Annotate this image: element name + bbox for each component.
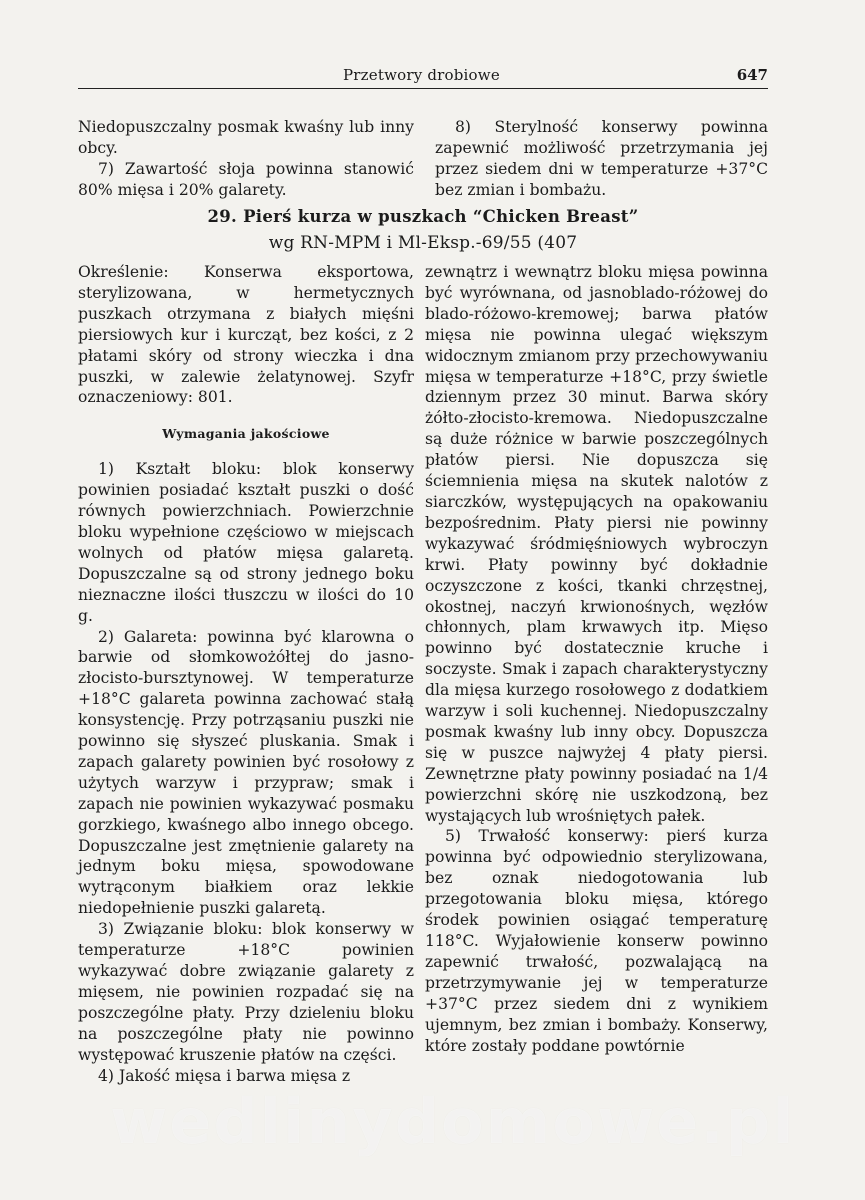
paragraph: 5) Trwałość konserwy: pierś kurza powinna być odpowiednio sterylizowana, bez oznak niedogotowania lub przegotowania bloku mięsa, którego środek powinien osiągać temperaturę 118°C. Wyjałowienie konserw powinno zapewnić trwałość, pozwalającą na przetrzymywanie jej w temperaturze +37°C przez siedem dni z wynikiem ujemnym, bez zmian i bombaży. Konserwy, które zostały poddane powtórnie bbox=[425, 827, 768, 1055]
paragraph: 4) Jakość mięsa i barwa mięsa z bbox=[98, 1066, 351, 1085]
paragraph: 2) Galareta: powinna być klarowna o barwie od słomkowożółtej do jasno-złocisto-bursztynowej. W temperaturze +18°C galareta powinna zachować stałą konsystencję. Przy potrząsaniu puszki nie powinno się słyszeć pluskania. Smak i zapach galarety powinien być rosołowy z użytych warzyw i przypraw; smak i zapach nie powinien wykazywać posmaku gorzkiego, kwaśnego albo innego obcego. Dopuszczalne jest zmętnienie galarety na jednym boku mięsa, spowodowane wytrąconym białkiem oraz lekkie niedopełnienie puszki galaretą. bbox=[78, 627, 414, 918]
top-right-column bbox=[435, 117, 768, 201]
left-column bbox=[78, 262, 414, 1086]
page-number: 647 bbox=[736, 66, 768, 84]
paragraph: 7) Zawartość słoja powinna stanowić 80% mięsa i 20% galarety. bbox=[78, 159, 414, 199]
paragraph: 1) Kształt bloku: blok konserwy powinien posiadać kształt puszki o dość równych powierzchniach. Powierzchnie bloku wypełnione częściowo w miejscach wolnych od płatów mięsa galaretą. Dopuszczalne są od strony jednego boku nieznaczne ilości tłuszczu w ilości do 10 g. bbox=[78, 460, 414, 625]
definition-paragraph: Określenie: Konserwa eksportowa, sterylizowana, w hermetycznych puszkach otrzymana z białych mięśni piersiowych kur i kurcząt, bez kości, z 2 płatami skóry od strony wieczka i dna puszki, w zalewie żelatynowej. Szyfr oznaczeniowy: 801. bbox=[78, 263, 414, 407]
running-title: Przetwory drobiowe bbox=[343, 66, 500, 84]
paragraph: 8) Sterylność konserwy powinna zapewnić możliwość przetrzymania jej przez siedem dni w temperaturze +37°C bez zmian i bombażu. bbox=[435, 118, 768, 199]
paragraph: 3) Związanie bloku: blok konserwy w temperaturze +18°C powinien wykazywać dobre związanie galarety z mięsem, nie powinien rozpadać się na poszczególne płaty. Przy dzieleniu bloku na poszczególne płaty nie powinno występować kruszenie płatów na części. bbox=[78, 920, 414, 1064]
paragraph: Niedopuszczalny posmak kwaśny lub inny obcy. bbox=[78, 118, 414, 157]
right-column bbox=[425, 262, 768, 1056]
running-header bbox=[78, 66, 768, 89]
top-left-column bbox=[78, 117, 414, 201]
section-standard: wg RN-MPM i Ml-Eksp.-69/55 (407 bbox=[268, 233, 578, 253]
section-title: 29. Pierś kurza w puszkach “Chicken Breast” bbox=[207, 207, 639, 226]
subheading: Wymagania jakościowe bbox=[162, 426, 330, 442]
watermark: wedlinydomowe.pl bbox=[110, 1085, 796, 1158]
paragraph: zewnątrz i wewnątrz bloku mięsa powinna być wyrównana, od jasnoblado-różowej do blado-różowo-kremowej; barwa płatów mięsa nie powinna ulegać większym widocznym zmianom przy przechowywaniu mięsa w temperaturze +18°C, przy świetle dziennym przez 30 minut. Barwa skóry żółto-złocisto-kremowa. Niedopuszczalne są duże różnice w barwie poszczególnych płatów piersi. Nie dopuszcza się ściemnienia mięsa na skutek nalotów z siarczków, występujących na opakowaniu bezpośrednim. Płaty piersi nie powinny wykazywać śródmięśniowych wybroczyn krwi. Płaty powinny być dokładnie oczyszczone z kości, tkanki chrzęstnej, okostnej, naczyń krwionośnych, węzłów chłonnych, plam krwawych itp. Mięso powinno być dostatecznie kruche i soczyste. Smak i zapach charakterystyczny dla mięsa kurzego rosołowego z dodatkiem warzyw i soli kuchennej. Niedopuszczalny posmak kwaśny lub inny obcy. Dopuszcza się w puszce najwyżej 4 płaty piersi. Zewnętrzne płaty powinny posiadać na 1/4 powierzchni skórę nie uszkodzoną, bez wystających lub wrośniętych pałek. bbox=[425, 263, 768, 825]
